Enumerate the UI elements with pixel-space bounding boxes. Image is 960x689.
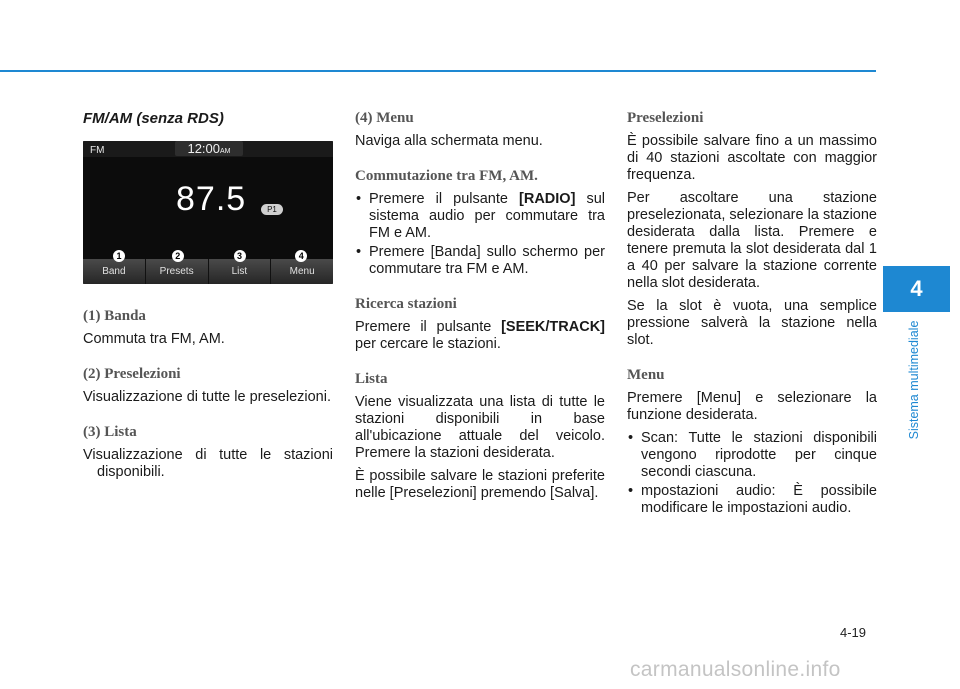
heading-menu-1: (4) Menu <box>355 110 414 126</box>
callout-badge-2: 2 <box>172 250 184 262</box>
callout-badge-4: 4 <box>295 250 307 262</box>
text-lista-1: Visualizzazione di tutte le stazioni disponibili. <box>83 447 333 480</box>
list-item: • mpostazioni audio: È possibile modificare le impostazioni audio. <box>627 483 877 517</box>
text-preselezioni-1: Visualizzazione di tutte le preselezioni. <box>83 389 331 405</box>
page-number: 4-19 <box>840 625 867 640</box>
screen-menu-button-label: Menu <box>289 266 315 277</box>
text-ricerca: Premere il pulsante [SEEK/TRACK] per cercare le stazioni. <box>355 319 605 352</box>
screen-clock-ampm: AM <box>220 148 231 155</box>
screen-presets-button-label: Presets <box>159 266 194 277</box>
screen-list-button-label: List <box>231 266 248 277</box>
column-1 <box>83 110 333 487</box>
list-item: • Scan: Tutte le stazioni disponibili vengono riprodotte per cinque secondi ciascuna. <box>627 430 877 481</box>
list-item: • Premere [Banda] sullo schermo per commutare tra FM e AM. <box>355 244 605 278</box>
screen-presets-button <box>146 251 209 284</box>
heading-lista-1: (3) Lista <box>83 424 137 440</box>
heading-ricerca: Ricerca stazioni <box>355 296 457 312</box>
callout-badge-3: 3 <box>234 250 246 262</box>
heading-preselezioni-1: (2) Preselezioni <box>83 366 181 382</box>
screen-band-button <box>83 251 146 284</box>
heading-commutazione: Commutazione tra FM, AM. <box>355 168 538 184</box>
heading-banda: (1) Banda <box>83 308 146 324</box>
column-2 <box>355 110 605 508</box>
watermark: carmanualsonline.info <box>630 658 841 681</box>
screen-button-bar <box>83 251 333 284</box>
section-lead: FM/AM (senza RDS) <box>83 110 224 127</box>
text-menu-2: Premere [Menu] e selezionare la funzione desiderata. <box>627 390 877 423</box>
text-preselezioni-2c: Se la slot è vuota, una semplice pressione salverà la stazione nella slot. <box>627 298 877 348</box>
column-3 <box>627 110 877 523</box>
screen-clock <box>175 141 243 156</box>
text-banda: Commuta tra FM, AM. <box>83 331 225 347</box>
top-rule <box>0 70 876 72</box>
text-menu-1: Naviga alla schermata menu. <box>355 133 543 149</box>
screen-band-button-label: Band <box>102 266 126 277</box>
screen-frequency: 87.5 <box>176 180 247 218</box>
chapter-label: Sistema multimediale <box>907 320 921 440</box>
callout-badge-1: 1 <box>113 250 125 262</box>
list-commutazione <box>355 191 605 278</box>
screen-clock-time: 12:00 <box>187 141 221 156</box>
heading-lista-2: Lista <box>355 371 388 387</box>
screen-preset-badge: P1 <box>261 204 283 215</box>
text-preselezioni-2a: È possibile salvare fino a un massimo di 40 stazioni ascoltate con maggior frequenza. <box>627 133 877 183</box>
chapter-tab: 4 <box>883 266 950 312</box>
text-lista-2b: È possibile salvare le stazioni preferite nelle [Preselezioni] premendo [Salva]. <box>355 468 605 501</box>
list-menu <box>627 430 877 517</box>
screen-band-label: FM <box>90 145 105 156</box>
text-lista-2a: Viene visualizzata una lista di tutte le stazioni disponibili in base all'ubicazione attuale del veicolo. Premere la stazioni desiderata. <box>355 394 605 461</box>
list-item: • Premere il pulsante [RADIO] sul sistema audio per commutare tra FM e AM. <box>355 191 605 242</box>
screen-menu-button <box>271 251 333 284</box>
text-preselezioni-2b: Per ascoltare una stazione preselezionata, selezionare la stazione desiderata dalla lista. Premere e tenere premuta la slot desiderata dal 1 a 40 per salvare la stazione corrente nella slot desiderata. <box>627 190 877 291</box>
radio-screen-image <box>83 141 333 284</box>
heading-menu-2: Menu <box>627 367 665 383</box>
heading-preselezioni-2: Preselezioni <box>627 110 704 126</box>
screen-list-button <box>209 251 272 284</box>
